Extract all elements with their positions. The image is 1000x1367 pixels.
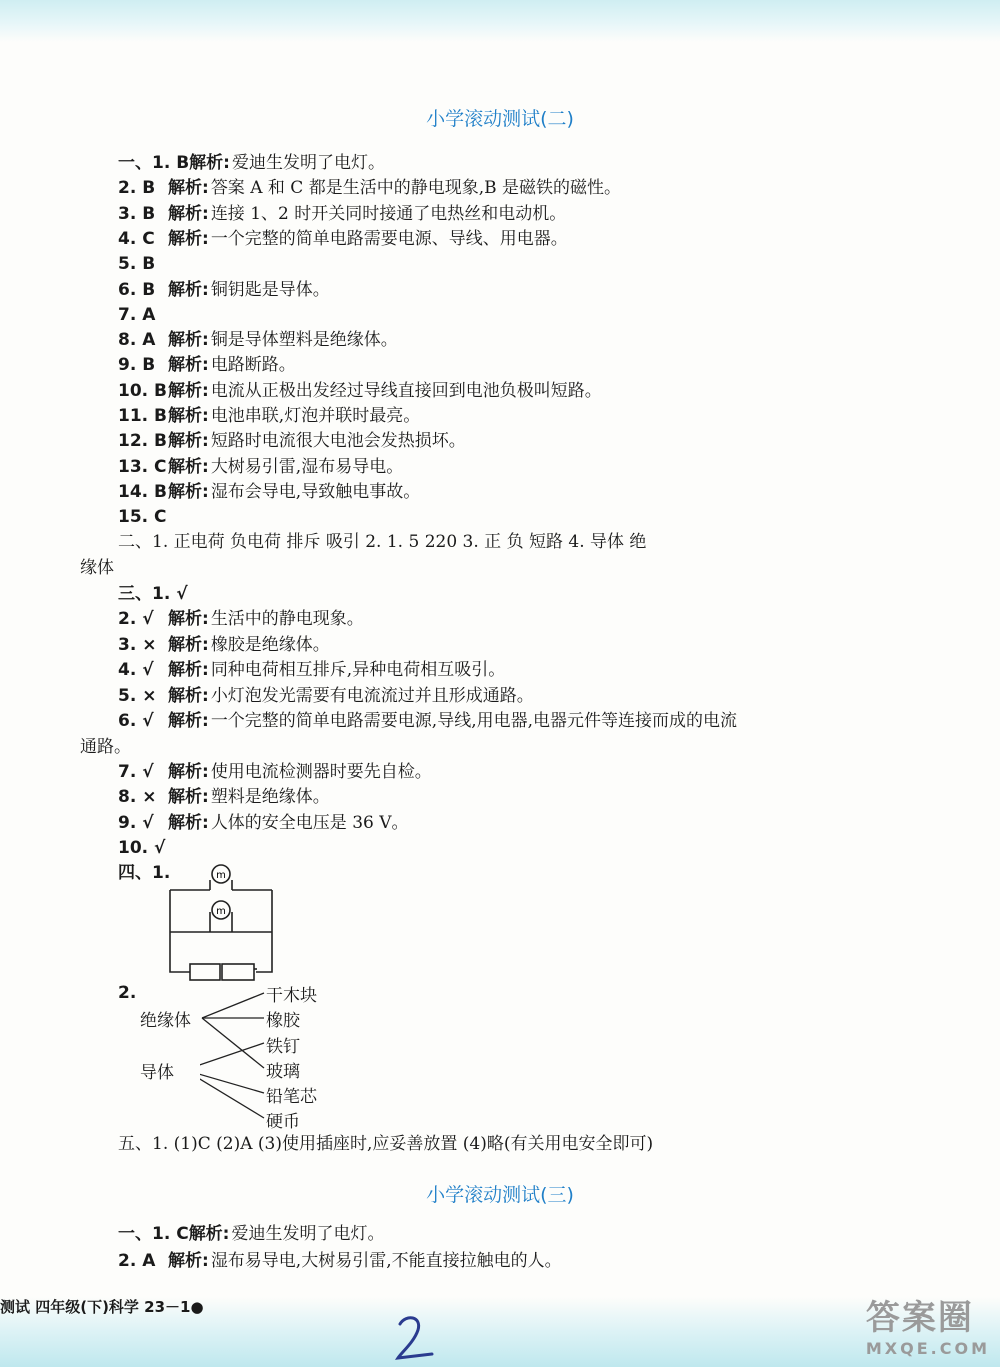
- analysis-text: 爱迪生发明了电灯。: [231, 153, 385, 173]
- part5-line: 五、1. (1)C (2)A (3)使用插座时,应妥善放置 (4)略(有关用电安全即可): [118, 1134, 654, 1154]
- answer-number: 8. A: [118, 330, 156, 351]
- sorting-lines: [200, 985, 270, 1125]
- analysis-label: 解析:: [168, 330, 209, 351]
- answer-number: 一、1. B: [118, 153, 190, 173]
- item-rubber: 橡胶: [266, 1011, 300, 1031]
- answer-line: [118, 228, 568, 250]
- answer-number: 10. √: [118, 838, 166, 859]
- handwritten-mark: [392, 1312, 442, 1362]
- analysis-text: 大树易引雷,湿布易导电。: [210, 456, 404, 477]
- item-dry-wood: 干木块: [266, 986, 317, 1006]
- analysis-label: 解析:: [168, 762, 209, 782]
- analysis-label: 解析:: [168, 609, 209, 630]
- analysis-text: 一个完整的简单电路需要电源、导线、用电器。: [210, 228, 568, 249]
- answer-line: [118, 685, 534, 707]
- analysis-text: 电路断路。: [210, 355, 296, 376]
- answer-line: [118, 354, 296, 376]
- answer-line: [118, 761, 432, 783]
- part2-line: 二、1. 正电荷 负电荷 排斥 吸引 2. 1. 5 220 3. 正 负 短路 4. 导体 绝: [118, 532, 647, 552]
- analysis-text: 电流从正极出发经过导线直接回到电池负极叫短路。: [210, 380, 602, 401]
- answer-number: 5. ×: [118, 685, 157, 706]
- answer-line: [118, 203, 566, 225]
- watermark-logo: 答案圈 MXQE.COM: [865, 1298, 990, 1358]
- analysis-text: 同种电荷相互排斥,异种电荷相互吸引。: [210, 660, 506, 681]
- analysis-text: 人体的安全电压是 36 V。: [210, 812, 409, 833]
- answer-line: [118, 506, 170, 528]
- answer-number: 8. ×: [118, 787, 157, 808]
- analysis-label: 解析:: [168, 685, 209, 706]
- analysis-label: 解析:: [168, 228, 209, 249]
- category-conductor: 导体: [140, 1063, 174, 1083]
- answer-line: [118, 837, 170, 859]
- answer-number: 7. A: [118, 304, 156, 325]
- answer-number: 9. B: [118, 355, 156, 376]
- analysis-text: 铜钥匙是导体。: [210, 279, 330, 300]
- analysis-label: 解析:: [168, 812, 209, 833]
- answer-line: [118, 329, 398, 351]
- page-footer: 测试 四年级(下)科学 23－1●: [0, 1298, 204, 1316]
- analysis-label: 解析:: [168, 203, 209, 224]
- answer-line: [118, 380, 602, 402]
- answer-number: 13. C: [118, 456, 167, 477]
- answer-number: 3. ×: [118, 634, 157, 655]
- answer-line: [118, 405, 420, 427]
- answer-line: [118, 1250, 562, 1272]
- answer-number: 2. B: [118, 178, 156, 199]
- analysis-text: 连接 1、2 时开关同时接通了电热丝和电动机。: [210, 203, 567, 224]
- answer-number: 7. √: [118, 762, 154, 782]
- analysis-text: 小灯泡发光需要有电流流过并且形成通路。: [210, 685, 534, 706]
- answer-number: 10. B: [118, 380, 167, 401]
- answer-number: 4. √: [118, 660, 154, 681]
- bulb-label: m: [216, 906, 226, 917]
- answer-number: 6. B: [118, 279, 156, 300]
- part4-q2-label: 2.: [118, 983, 137, 1003]
- analysis-label: 解析:: [168, 406, 209, 426]
- answer-number: 5. B: [118, 254, 156, 275]
- analysis-label: 解析:: [168, 634, 209, 655]
- item-coin: 硬币: [266, 1112, 300, 1132]
- item-glass: 玻璃: [266, 1062, 300, 1082]
- analysis-text: 铜是导体塑料是绝缘体。: [210, 330, 398, 351]
- item-pencil-lead: 铅笔芯: [266, 1087, 317, 1107]
- answer-number: 15. C: [118, 507, 167, 528]
- bulb-label: m: [216, 870, 226, 881]
- analysis-text: 橡胶是绝缘体。: [210, 634, 330, 655]
- analysis-text: 塑料是绝缘体。: [210, 787, 330, 808]
- section-title-3: 小学滚动测试(三): [426, 1184, 574, 1206]
- answer-line: [118, 481, 420, 503]
- analysis-label: 解析:: [168, 178, 209, 199]
- answer-number: 4. C: [118, 228, 155, 249]
- answer-line: [118, 812, 409, 834]
- battery-icon: [190, 964, 220, 980]
- circuit-diagram: [160, 860, 290, 985]
- analysis-text: 湿布易导电,大树易引雷,不能直接拉触电的人。: [210, 1251, 562, 1271]
- answer-line: [118, 1223, 385, 1245]
- top-decorative-band: [0, 0, 1000, 42]
- part4-label: 四、1.: [118, 863, 171, 883]
- analysis-label: 解析:: [168, 660, 209, 681]
- analysis-label: 解析:: [168, 380, 209, 401]
- answer-line: [118, 608, 364, 630]
- section-title-2: 小学滚动测试(二): [426, 108, 574, 130]
- answer-number: 9. √: [118, 812, 154, 833]
- answer-number: 3. B: [118, 203, 156, 224]
- answer-number: 12. B: [118, 431, 167, 452]
- analysis-label: 解析:: [168, 481, 209, 502]
- answer-line: [118, 659, 505, 681]
- analysis-label: 解析:: [168, 787, 209, 808]
- answer-line: [118, 152, 385, 174]
- analysis-text: 短路时电流很大电池会发热损坏。: [210, 431, 466, 452]
- analysis-label: 解析:: [189, 153, 230, 173]
- answer-number: 一、1. C: [118, 1224, 189, 1244]
- analysis-label: 解析:: [188, 1224, 230, 1244]
- analysis-label: 解析:: [168, 456, 209, 477]
- part2-line-wrap: 缘体: [80, 558, 114, 578]
- analysis-text: 电池串联,灯泡并联时最亮。: [210, 406, 421, 426]
- answer-line: [118, 304, 170, 326]
- answer-number: 三、1. √: [118, 584, 188, 604]
- analysis-text: 湿布会导电,导致触电事故。: [210, 481, 421, 502]
- answer-line: [118, 430, 466, 452]
- answer-line: [118, 786, 330, 808]
- analysis-text: 使用电流检测器时要先自检。: [210, 762, 432, 782]
- analysis-label: 解析:: [168, 431, 209, 452]
- answer-number: 2. A: [118, 1251, 156, 1271]
- answer-line: [118, 634, 330, 656]
- part3-item-6-wrap: 通路。: [80, 737, 131, 757]
- answer-number: 2. √: [118, 609, 154, 630]
- part3-item-6: 6. √ 解析: 一个完整的简单电路需要电源,导线,用电器,电器元件等连接而成的电流: [118, 711, 738, 731]
- answer-line: [118, 177, 621, 199]
- analysis-label: 解析:: [168, 1251, 209, 1271]
- answer-line: [118, 279, 330, 301]
- analysis-text: 生活中的静电现象。: [210, 609, 364, 630]
- analysis-text: 爱迪生发明了电灯。: [231, 1224, 385, 1244]
- answer-line: [118, 456, 403, 478]
- item-iron-nail: 铁钉: [266, 1037, 300, 1057]
- analysis-label: 解析:: [168, 355, 209, 376]
- analysis-label: 解析:: [168, 279, 209, 300]
- answer-number: 11. B: [118, 406, 167, 426]
- category-insulator: 绝缘体: [140, 1011, 191, 1031]
- answer-number: 14. B: [118, 481, 167, 502]
- analysis-text: 答案 A 和 C 都是生活中的静电现象,B 是磁铁的磁性。: [210, 178, 622, 199]
- answer-line: [118, 253, 170, 275]
- battery-icon: [222, 964, 254, 980]
- answer-line: [118, 583, 190, 605]
